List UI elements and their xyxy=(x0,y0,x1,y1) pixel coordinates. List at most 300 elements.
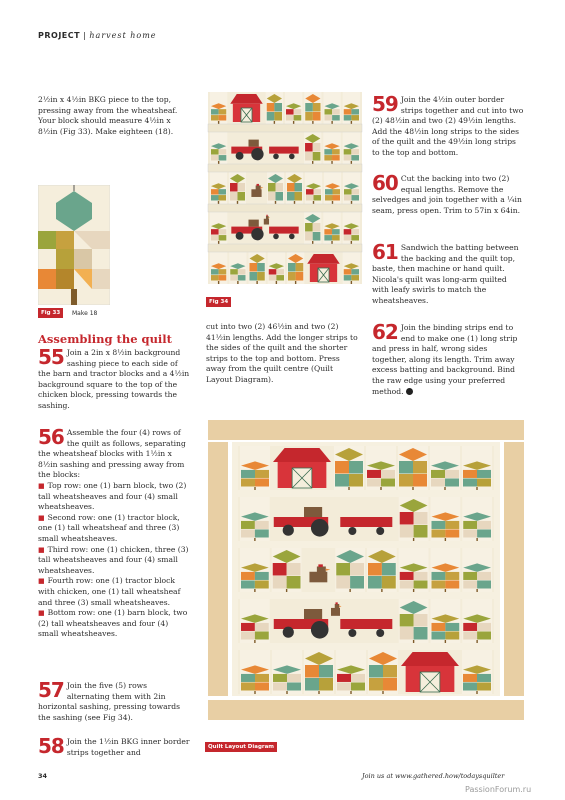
wheat-stem xyxy=(295,281,296,284)
wheat-stem xyxy=(286,691,287,694)
wheat-stem xyxy=(312,241,313,244)
wheat-leaf xyxy=(267,103,275,112)
wheat-leaf xyxy=(296,263,304,272)
fig34-quilt-rows xyxy=(206,90,364,290)
wheat-leaf xyxy=(463,478,477,486)
row-list-item: ■ Third row: one (1) chicken, three (3) tall wheatsheaves and four (4) small wheatsheaves. xyxy=(38,544,189,575)
tractor-wheel xyxy=(236,232,244,240)
wheat-leaf xyxy=(211,269,219,274)
wheat-leaf xyxy=(255,682,269,690)
wheat-leaf xyxy=(241,478,255,486)
chicken-body xyxy=(309,572,327,583)
wheat-stem xyxy=(274,121,275,124)
wheat-leaf xyxy=(305,678,319,691)
wheat-leaf xyxy=(211,229,219,234)
wheat-leaf xyxy=(400,525,414,538)
wheat-leaf xyxy=(344,155,352,160)
wheat-leaf xyxy=(287,674,301,682)
wheat-leaf xyxy=(431,529,445,537)
tractor-wheel xyxy=(311,621,329,639)
wheat-leaf xyxy=(400,580,414,588)
wheat-leaf xyxy=(368,563,382,576)
step-56-number: 56 xyxy=(38,425,64,449)
wheat-leaf xyxy=(219,229,227,234)
wheat-leaf xyxy=(230,269,238,274)
wheat-leaf xyxy=(477,529,491,537)
wheat-stem xyxy=(381,589,382,592)
chicken-body xyxy=(331,608,340,616)
wheat-leaf xyxy=(288,272,296,281)
wheat-leaf xyxy=(255,529,269,537)
trailer-wheel xyxy=(289,154,295,160)
sashing-strip xyxy=(208,164,362,172)
wheat-leaf xyxy=(381,470,395,478)
step-59-text: Join the 4½in outer border strips together and cut into two (2) 48½in and two (2) 49½in lengths. Add the 48½in long strips to the sides of the quilt and the 49½in long strips to the top and bottom. xyxy=(372,95,524,157)
step-57-number: 57 xyxy=(38,678,64,702)
wheat-leaf xyxy=(352,195,360,200)
trailer xyxy=(340,517,392,527)
wheat-stem xyxy=(348,487,349,490)
wheat-leaf xyxy=(324,155,332,160)
footer-note: Join us at www.gathered.how/todaysquilter xyxy=(362,772,505,780)
wheat-leaf xyxy=(344,195,352,200)
wheat-leaf xyxy=(325,115,333,120)
trailer-wheel xyxy=(273,154,279,160)
wheat-leaf xyxy=(477,478,491,486)
wheat-stem xyxy=(351,161,352,164)
wheat-leaf xyxy=(219,155,227,160)
wheat-leaf xyxy=(399,461,413,474)
trailer xyxy=(269,227,299,234)
wheat-stem xyxy=(275,201,276,204)
wheat-leaf xyxy=(313,152,321,161)
wheat-leaf xyxy=(219,109,227,114)
wheat-leaf xyxy=(414,572,428,580)
section-heading: Assembling the quilt xyxy=(38,332,172,346)
trailer-wheel xyxy=(289,234,295,240)
wheat-leaf xyxy=(324,149,332,154)
wheat-leaf xyxy=(255,631,269,639)
chicken-head xyxy=(335,604,339,609)
wheat-leaf xyxy=(273,563,287,576)
step-58-number: 58 xyxy=(38,734,64,758)
wheat-leaf xyxy=(255,470,269,478)
step-56-text: Assemble the four (4) rows of the quilt as follows, separating the wheatsheaf blocks with 1½in x 8½in sashing and pressing away from the blocks: xyxy=(38,428,186,480)
wheat-leaf xyxy=(241,529,255,537)
wheat-leaf xyxy=(314,189,322,194)
wheat-leaf xyxy=(445,623,459,631)
chicken-comb xyxy=(335,602,337,604)
wheat-leaf xyxy=(463,529,477,537)
row-list-item: ■ Second row: one (1) tractor block, one (1) tall wheatsheaf and three (3) small wheatsheaves. xyxy=(38,512,180,543)
wheat-leaf xyxy=(463,580,477,588)
tractor-cab xyxy=(304,609,322,619)
wheat-leaf xyxy=(211,109,219,114)
wheat-leaf xyxy=(400,572,414,580)
wheat-leaf xyxy=(332,109,340,114)
sashing-strip xyxy=(208,244,362,252)
chicken-head xyxy=(266,216,269,220)
wheat-leaf xyxy=(305,223,313,232)
wheat-leaf xyxy=(325,195,333,200)
wheat-leaf xyxy=(219,115,227,120)
fig33-caption: Make 18 xyxy=(72,310,98,317)
wheat-leaf xyxy=(477,682,491,690)
wheat-stem xyxy=(445,589,446,592)
wheat-leaf xyxy=(477,674,491,682)
wheat-leaf xyxy=(238,269,246,274)
header-separator: | xyxy=(83,31,87,40)
wheat-leaf xyxy=(400,512,414,525)
wheat-stem xyxy=(293,121,294,124)
wheat-stem xyxy=(380,487,381,490)
wheat-leaf xyxy=(276,275,284,280)
wheat-leaf xyxy=(463,631,477,639)
trailer-wheel xyxy=(273,234,279,240)
wheat-leaf xyxy=(431,470,445,478)
wheat-leaf xyxy=(350,563,364,576)
step-62-text: Join the binding strips end to end to make one (1) long strip and press in half, wrong sides together, along its length. Trim away excess batting and background. Bind the raw edge using your preferred method. xyxy=(372,323,518,396)
wheat-stem xyxy=(351,201,352,204)
wheat-leaf xyxy=(238,192,246,201)
trailer-wheel xyxy=(348,527,356,535)
wheat-leaf xyxy=(219,269,227,274)
wheat-leaf xyxy=(382,563,396,576)
wheat-stem xyxy=(351,241,352,244)
wheat-leaf xyxy=(414,512,428,525)
wheat-stem xyxy=(476,691,477,694)
wheat-stem xyxy=(218,161,219,164)
tractor-cab xyxy=(249,220,259,227)
wheat-leaf xyxy=(287,183,295,192)
wheat-leaf xyxy=(351,155,359,160)
step-62 xyxy=(372,320,524,397)
project-title: harvest home xyxy=(89,31,157,40)
wheat-stem xyxy=(294,201,295,204)
wheat-leaf xyxy=(219,235,227,240)
step-59-number: 59 xyxy=(372,92,398,116)
wheat-leaf xyxy=(313,223,321,232)
trailer xyxy=(340,619,392,629)
wheat-leaf xyxy=(349,474,363,487)
wheat-leaf xyxy=(332,115,340,120)
layout-diagram-label: Quilt Layout Diagram xyxy=(205,742,277,752)
wheat-leaf xyxy=(351,674,365,682)
step-62-number: 62 xyxy=(372,320,398,344)
trailer-wheel xyxy=(376,629,384,637)
wheat-leaf xyxy=(368,576,382,589)
wheat-leaf xyxy=(344,115,352,120)
wheat-leaf xyxy=(241,470,255,478)
wheat-leaf xyxy=(381,478,395,486)
wheat-stem xyxy=(237,201,238,204)
wheat-leaf xyxy=(325,109,333,114)
fig34-label: Fig 34 xyxy=(206,297,231,307)
wheat-leaf xyxy=(305,152,313,161)
wheat-leaf xyxy=(445,478,459,486)
step-60-number: 60 xyxy=(372,171,398,195)
wheat-leaf xyxy=(351,269,359,274)
row-list-item: ■ Fourth row: one (1) tractor block with chicken, one (1) tall wheatsheaf and three (3) small wheatsheaves. xyxy=(38,576,181,607)
wheat-stem xyxy=(312,121,313,124)
sashing-strip xyxy=(208,204,362,212)
tractor-cab xyxy=(249,140,259,147)
wheat-leaf xyxy=(344,109,352,114)
tractor-wheel xyxy=(251,148,263,160)
wheat-leaf xyxy=(269,269,277,274)
wheat-leaf xyxy=(313,103,321,112)
wheat-leaf xyxy=(287,682,301,690)
wheat-leaf xyxy=(219,149,227,154)
tractor-wheel xyxy=(283,525,294,536)
wheat-stem xyxy=(332,201,333,204)
wheat-leaf xyxy=(211,189,219,194)
wheat-leaf xyxy=(313,112,321,121)
wheat-stem xyxy=(476,640,477,643)
wheat-leaf xyxy=(257,263,265,272)
wheat-stem xyxy=(254,589,255,592)
wheat-leaf xyxy=(306,195,314,200)
wheat-leaf xyxy=(211,195,219,200)
wheat-stem xyxy=(254,691,255,694)
wheat-leaf xyxy=(313,143,321,152)
wheat-leaf xyxy=(351,275,359,280)
step-58 xyxy=(38,734,190,758)
wheat-leaf xyxy=(431,631,445,639)
wheat-leaf xyxy=(333,189,341,194)
wheat-leaf xyxy=(336,576,350,589)
wheat-leaf xyxy=(255,572,269,580)
step-55-text: Join a 2in x 8½in background sashing piece to each side of the barn and tractor blocks and a 4½in background square to the top of the chicken block, pressing towards the sashing. xyxy=(38,348,190,410)
wheat-leaf xyxy=(255,521,269,529)
wheat-leaf xyxy=(255,623,269,631)
wheat-leaf xyxy=(267,112,275,121)
wheat-leaf xyxy=(325,189,333,194)
wheat-leaf xyxy=(241,623,255,631)
wheat-leaf xyxy=(219,189,227,194)
wheat-leaf xyxy=(241,580,255,588)
wheat-leaf xyxy=(344,269,352,274)
wheat-leaf xyxy=(286,109,294,114)
wheat-leaf xyxy=(319,678,333,691)
wheat-leaf xyxy=(324,229,332,234)
wheat-leaf xyxy=(383,678,397,691)
wheat-leaf xyxy=(332,235,340,240)
wheat-leaf xyxy=(367,470,381,478)
col1-top-text: 2½in x 4½in BKG piece to the top, pressing away from the wheatsheaf. Your block should measure 4½in x 8½in (Fig 33). Make eighteen (18). xyxy=(38,95,178,136)
chicken-body xyxy=(264,219,269,225)
fig33-wheatsheaf-block xyxy=(38,185,110,305)
wheat-leaf xyxy=(314,195,322,200)
wheat-leaf xyxy=(295,192,303,201)
outer-border-right xyxy=(504,442,524,696)
wheat-stem xyxy=(331,241,332,244)
wheat-leaf xyxy=(268,183,276,192)
wheat-leaf xyxy=(241,674,255,682)
wheat-leaf xyxy=(344,149,352,154)
wheat-leaf xyxy=(288,263,296,272)
wheat-stem xyxy=(331,161,332,164)
wheat-leaf xyxy=(344,229,352,234)
wheat-leaf xyxy=(230,183,238,192)
wheat-stem xyxy=(218,201,219,204)
wheat-leaf xyxy=(335,474,349,487)
wheat-leaf xyxy=(400,614,414,627)
wheat-leaf xyxy=(344,275,352,280)
wheat-stem xyxy=(218,241,219,244)
step-59 xyxy=(372,92,524,159)
wheat-stem xyxy=(351,281,352,284)
step-60 xyxy=(372,171,524,216)
wheat-stem xyxy=(237,281,238,284)
trailer-wheel xyxy=(376,527,384,535)
wheat-leaf xyxy=(333,195,341,200)
wheat-leaf xyxy=(349,461,363,474)
wheat-leaf xyxy=(286,115,294,120)
wheat-stem xyxy=(286,589,287,592)
wheat-leaf xyxy=(413,461,427,474)
wheat-leaf xyxy=(241,631,255,639)
wheat-leaf xyxy=(269,275,277,280)
wheat-leaf xyxy=(305,665,319,678)
wheat-stem xyxy=(218,281,219,284)
wheat-leaf xyxy=(241,572,255,580)
wheat-leaf xyxy=(287,192,295,201)
step-56 xyxy=(38,425,190,640)
wheat-leaf xyxy=(273,682,287,690)
wheat-leaf xyxy=(351,229,359,234)
wheat-leaf xyxy=(255,478,269,486)
wheat-leaf xyxy=(274,103,282,112)
wheat-stem xyxy=(476,487,477,490)
wheat-leaf xyxy=(477,631,491,639)
wheat-stem xyxy=(445,640,446,643)
wheat-leaf xyxy=(287,576,301,589)
wheat-leaf xyxy=(313,232,321,241)
wheat-leaf xyxy=(337,682,351,690)
wheat-leaf xyxy=(276,183,284,192)
wheat-leaf xyxy=(463,521,477,529)
end-mark-icon xyxy=(406,388,413,395)
wheat-leaf xyxy=(463,674,477,682)
wheat-leaf xyxy=(305,112,313,121)
wheat-leaf xyxy=(445,572,459,580)
wheat-leaf xyxy=(305,143,313,152)
wheat-leaf xyxy=(296,272,304,281)
wheat-leaf xyxy=(445,529,459,537)
watermark: PassionForum.ru xyxy=(465,785,532,794)
chicken-comb xyxy=(266,215,267,216)
wheat-leaf xyxy=(351,109,359,114)
step-58-text: Join the 1½in BKG inner border strips together and xyxy=(66,737,190,757)
wheat-leaf xyxy=(463,623,477,631)
trailer-wheel xyxy=(348,629,356,637)
quilt-layout-diagram xyxy=(202,412,530,735)
wheat-leaf xyxy=(268,192,276,201)
wheat-leaf xyxy=(238,183,246,192)
row-list-item: ■ Bottom row: one (1) barn block, two (2) tall wheatsheaves and four (4) small wheatsheaves. xyxy=(38,608,188,639)
wheat-leaf xyxy=(255,580,269,588)
wheat-leaf xyxy=(250,263,258,272)
wheat-leaf xyxy=(306,189,314,194)
wheat-stem xyxy=(312,161,313,164)
step-57-text: Join the five (5) rows alternating them with 2in horizontal sashing, pressing towards the sashing (see Fig 34). xyxy=(38,681,181,722)
wheat-stem xyxy=(313,201,314,204)
wheat-leaf xyxy=(351,115,359,120)
wheat-leaf xyxy=(477,580,491,588)
wheat-stem xyxy=(476,589,477,592)
wheat-leaf xyxy=(445,580,459,588)
chicken-comb xyxy=(257,184,260,186)
wheat-leaf xyxy=(463,470,477,478)
wheat-leaf xyxy=(445,521,459,529)
wheat-leaf xyxy=(413,474,427,487)
outer-border-left xyxy=(208,442,228,696)
col2-text: cut into two (2) 46½in and two (2) 41½in lengths. Add the longer strips to the sides of the quilt and the shorter strips to the top and bottom. Press away from the quilt centre (Quilt Layout Diagram). xyxy=(206,322,358,384)
row-list-item: ■ Top row: one (1) barn block, two (2) tall wheatsheaves and four (4) small wheatsheaves. xyxy=(38,480,187,512)
wheat-stem xyxy=(413,589,414,592)
wheat-leaf xyxy=(255,674,269,682)
wheat-stem xyxy=(350,691,351,694)
wheat-leaf xyxy=(432,572,446,580)
wheat-leaf xyxy=(276,192,284,201)
wheat-leaf xyxy=(332,149,340,154)
wheat-leaf xyxy=(432,580,446,588)
fig33-label: Fig 33 xyxy=(38,308,63,318)
wheat-stem xyxy=(254,640,255,643)
tractor-cab xyxy=(304,507,322,517)
wheat-stem xyxy=(413,640,414,643)
wheat-stem xyxy=(254,487,255,490)
wheat-leaf xyxy=(241,682,255,690)
wheat-leaf xyxy=(238,275,246,280)
wheat-leaf xyxy=(352,189,360,194)
wheat-leaf xyxy=(332,229,340,234)
wheat-leaf xyxy=(250,272,258,281)
wheat-leaf xyxy=(305,103,313,112)
tractor-wheel xyxy=(311,519,329,537)
chicken-body xyxy=(251,189,261,197)
trailer xyxy=(269,147,299,154)
wheat-stem xyxy=(382,691,383,694)
wheat-leaf xyxy=(273,576,287,589)
wheat-stem xyxy=(218,121,219,124)
wheat-leaf xyxy=(324,235,332,240)
wheat-leaf xyxy=(336,563,350,576)
step-55 xyxy=(38,345,190,412)
wheat-leaf xyxy=(287,563,301,576)
wheat-leaf xyxy=(477,623,491,631)
wheat-leaf xyxy=(337,674,351,682)
wheat-leaf xyxy=(369,678,383,691)
outer-border-top xyxy=(208,420,524,440)
wheat-leaf xyxy=(431,521,445,529)
wheat-leaf xyxy=(319,665,333,678)
wheat-stem xyxy=(276,281,277,284)
wheat-stem xyxy=(256,281,257,284)
chicken-comb xyxy=(318,564,322,567)
wheat-stem xyxy=(318,691,319,694)
wheat-leaf xyxy=(463,682,477,690)
wheat-leaf xyxy=(219,275,227,280)
wheat-stem xyxy=(349,589,350,592)
outer-border-bottom xyxy=(208,700,524,720)
wheat-leaf xyxy=(335,461,349,474)
wheat-stem xyxy=(351,121,352,124)
wheat-stem xyxy=(476,538,477,541)
wheat-leaf xyxy=(445,470,459,478)
step-61-text: Sandwich the batting between the backing and the quilt top, baste, then machine or hand quilt. Nicola's quilt was long-arm quilted with leafy swirls to match the wheatsheaves. xyxy=(372,243,519,305)
